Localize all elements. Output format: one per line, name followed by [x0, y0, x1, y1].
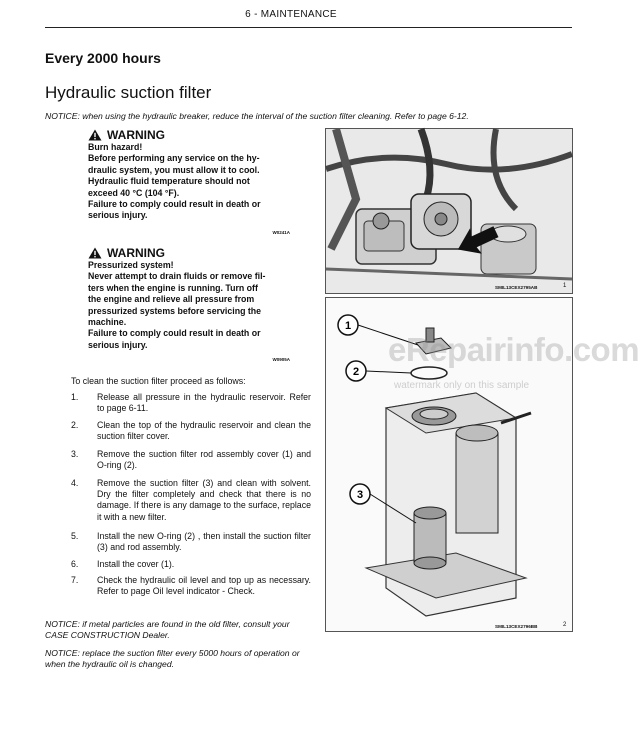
warning-line: Before performing any service on the hy- [88, 153, 260, 164]
header-divider [45, 27, 572, 28]
warning-line: exceed 40 °C (104 °F). [88, 187, 180, 198]
callout-2-label: 2 [352, 366, 360, 378]
step-number: 6. [71, 559, 79, 569]
warning-code: W0905A [272, 357, 290, 362]
figure-reservoir-location [325, 128, 573, 294]
warning-line: Pressurized system! [88, 260, 174, 270]
warning-heading-label: WARNING [107, 246, 165, 260]
step-text: Release all pressure in the hydraulic reservoir. Refer to page 6-11. [97, 392, 311, 414]
step-text: Install the cover (1). [97, 559, 175, 569]
step-text: Check the hydraulic oil level and top up as necessary. Refer to page Oil level indicator - Check. [97, 575, 311, 597]
warning-heading [88, 246, 290, 260]
step-number: 3. [71, 449, 79, 459]
page-header-title: 6 - MAINTENANCE [245, 9, 337, 20]
step-number: 5. [71, 531, 79, 541]
callout-1-label: 1 [344, 320, 352, 332]
warning-line: the engine and relieve all pressure from [88, 294, 255, 305]
step-number: 7. [71, 575, 79, 585]
warning-text [88, 142, 290, 222]
watermark-note: watermark only on this sample [394, 380, 530, 391]
warning-line: draulic system, you must allow it to cool. [88, 164, 260, 175]
warning-heading [88, 128, 290, 142]
warning-line: serious injury. [88, 339, 148, 350]
warning-code: W0241A [272, 230, 290, 235]
step-text: Remove the suction filter (3) and clean with solvent. Dry the filter completely and check that there is no damage. If there is any damage to the surface, replace it with a new filter. [97, 478, 311, 522]
warning-line: Never attempt to drain fluids or remove fil- [88, 271, 266, 282]
procedure-step [71, 478, 311, 523]
warning-line: Burn hazard! [88, 142, 143, 152]
warning-line: Hydraulic fluid temperature should not [88, 176, 250, 187]
figure-caption: SMIL13CEX2796BB [495, 624, 538, 629]
watermark-logo-text: eRepairinfo.com [388, 331, 639, 368]
warning-heading-label: WARNING [107, 128, 165, 142]
procedure-step [71, 575, 311, 597]
procedure-step [71, 449, 311, 471]
step-text: Clean the top of the hydraulic reservoir and clean the suction filter cover. [97, 420, 311, 442]
warning-text [88, 260, 290, 351]
procedure-step [71, 420, 311, 442]
figure-number: 1 [563, 283, 567, 289]
step-number: 2. [71, 420, 79, 430]
notice-metal-particles: NOTICE: if metal particles are found in the old filter, consult your CASE CONSTRUCTION Dealer. [45, 619, 290, 641]
step-text: Install the new O-ring (2) , then install the suction filter (3) and rod assembly. [97, 531, 311, 553]
procedure-intro: To clean the suction filter proceed as follows: [71, 376, 246, 386]
warning-line: machine. [88, 317, 127, 328]
warning-line: Failure to comply could result in death or [88, 199, 261, 210]
callout-3-label: 3 [356, 489, 364, 501]
notice-breaker: NOTICE: when using the hydraulic breaker, reduce the interval of the suction filter cleaning. Refer to page 6-12. [45, 111, 469, 121]
section-title: Every 2000 hours [45, 50, 161, 66]
notice-replace-interval: NOTICE: replace the suction filter every 5000 hours of operation or when the hydraulic oil is changed. [45, 648, 300, 670]
warning-triangle-icon [88, 129, 102, 141]
reservoir-photo-illustration [326, 129, 572, 293]
warning-block-pressure [88, 246, 290, 351]
procedure-step [71, 392, 311, 414]
step-number: 4. [71, 478, 79, 488]
subsection-title: Hydraulic suction filter [45, 83, 212, 102]
procedure-step [71, 531, 311, 553]
step-text: Remove the suction filter rod assembly cover (1) and O-ring (2). [97, 449, 311, 471]
warning-line: ters when the engine is running. Turn off [88, 282, 258, 293]
procedure-step [71, 559, 311, 570]
figure-caption: SMIL13CEX2795AB [495, 285, 538, 290]
figure-number: 2 [563, 622, 567, 628]
step-number: 1. [71, 392, 79, 402]
warning-line: pressurized systems before servicing the [88, 305, 262, 316]
warning-block-burn [88, 128, 290, 222]
warning-triangle-icon [88, 247, 102, 259]
warning-line: serious injury. [88, 210, 148, 221]
warning-line: Failure to comply could result in death or [88, 328, 261, 339]
